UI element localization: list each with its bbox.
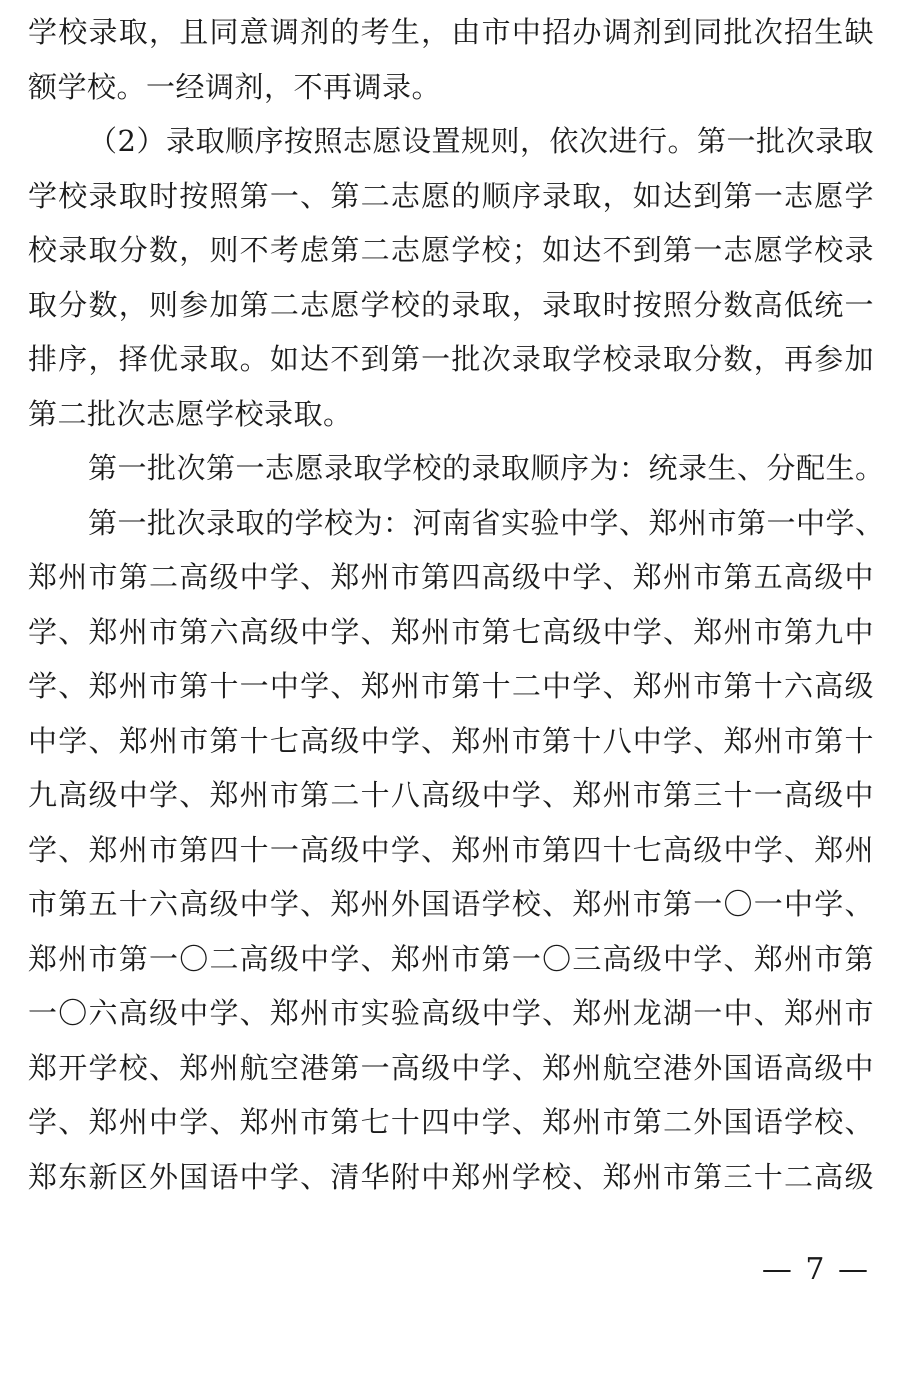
text-line-9: 第一批次第一志愿录取学校的录取顺序为：统录生、分配生。: [88, 451, 885, 485]
text-line-18: 郑州市第一〇二高级中学、郑州市第一〇三高级中学、郑州市第: [28, 941, 874, 976]
text-line-8: 第二批次志愿学校录取。: [28, 396, 353, 431]
text-line-22: 郑东新区外国语中学、清华附中郑州学校、郑州市第三十二高级: [28, 1159, 874, 1194]
text-line-6: 取分数，则参加第二志愿学校的录取，录取时按照分数高低统一: [28, 287, 874, 322]
text-line-19: 一〇六高级中学、郑州市实验高级中学、郑州龙湖一中、郑州市: [28, 996, 874, 1030]
text-line-1: 学校录取，且同意调剂的考生，由市中招办调剂到同批次招生缺: [28, 15, 874, 49]
text-line-5: 校录取分数，则不考虑第二志愿学校；如达不到第一志愿学校录: [28, 233, 874, 267]
text-line-21: 学、郑州中学、郑州市第七十四中学、郑州市第二外国语学校、: [28, 1105, 874, 1139]
text-line-20: 郑开学校、郑州航空港第一高级中学、郑州航空港外国语高级中: [28, 1050, 874, 1085]
text-line-14: 中学、郑州市第十七高级中学、郑州市第十八中学、郑州市第十: [28, 723, 874, 758]
text-line-13: 学、郑州市第十一中学、郑州市第十二中学、郑州市第十六高级: [28, 669, 874, 703]
text-line-4: 学校录取时按照第一、第二志愿的顺序录取，如达到第一志愿学: [28, 178, 874, 213]
page-number: — 7 —: [761, 1252, 870, 1287]
text-line-10: 第一批次录取的学校为：河南省实验中学、郑州市第一中学、: [88, 505, 885, 540]
document-page: [28, 5, 885, 1204]
text-line-17: 市第五十六高级中学、郑州外国语学校、郑州市第一〇一中学、: [28, 887, 874, 921]
text-line-2: 额学校。一经调剂，不再调录。: [28, 69, 442, 104]
text-line-12: 学、郑州市第六高级中学、郑州市第七高级中学、郑州市第九中: [28, 614, 874, 649]
text-line-11: 郑州市第二高级中学、郑州市第四高级中学、郑州市第五高级中: [28, 560, 874, 594]
text-line-3: （2）录取顺序按照志愿设置规则，依次进行。第一批次录取: [88, 124, 874, 158]
text-line-16: 学、郑州市第四十一高级中学、郑州市第四十七高级中学、郑州: [28, 832, 874, 867]
text-line-7: 排序，择优录取。如达不到第一批次录取学校录取分数，再参加: [28, 342, 874, 376]
text-line-15: 九高级中学、郑州市第二十八高级中学、郑州市第三十一高级中: [28, 778, 874, 812]
